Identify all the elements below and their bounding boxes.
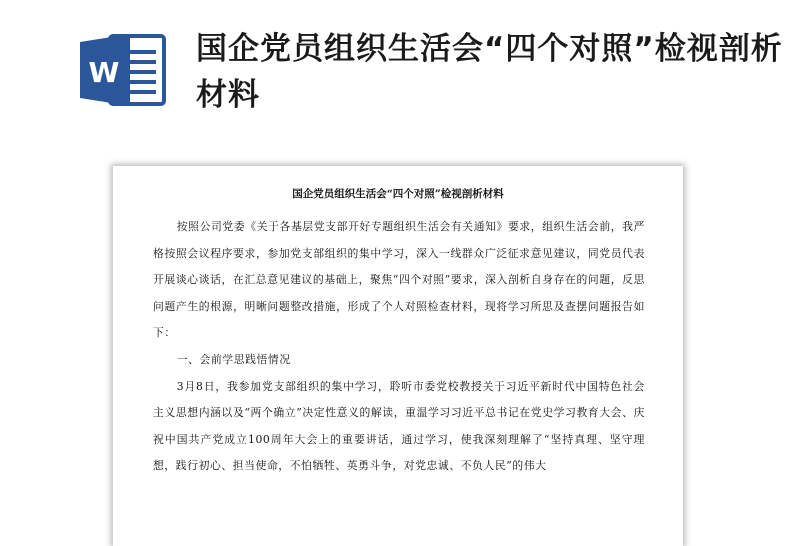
- word-icon-letter: W: [88, 56, 120, 89]
- document-body: [153, 214, 645, 480]
- page-title: 国企党员组织生活会“四个对照”检视剖析材料: [196, 31, 783, 113]
- document-page: [113, 166, 683, 546]
- section-heading: 一、会前学思践悟情况: [176, 352, 291, 366]
- paragraph-intro: 按照公司党委《关于各基层党支部开好专题组织生活会有关通知》要求，组织生活会前，我严格按照会议程序要求，参加党支部组织的集中学习，深入一线群众广泛征求意见建议，同党员代表开展谈心谈话，在汇总意见建议的基础上，聚焦“四个对照”要求，深入剖析自身存在的问题，反思问题产生的根源，明晰问题整改措施，形成了个人对照检查材料，现将学习所思及查摆问题报告如下：: [153, 220, 645, 340]
- word-document-icon: [80, 32, 166, 108]
- paragraph-study: 3月8日，我参加党支部组织的集中学习，聆听市委党校教授关于习近平新时代中国特色社会主义思想内涵以及“两个确立”决定性意义的解读，重温学习习近平总书记在党史学习教育大会、庆祝中国共产党成立100周年大会上的重要讲话，通过学习，使我深刻理解了“坚持真理、坚守理想，践行初心、担当使命，不怕牺牲、英勇斗争，对党忠诚、不负人民”的伟大: [153, 379, 645, 473]
- header: [0, 0, 800, 150]
- document-title: 国企党员组织生活会“四个对照”检视剖析材料: [292, 188, 504, 200]
